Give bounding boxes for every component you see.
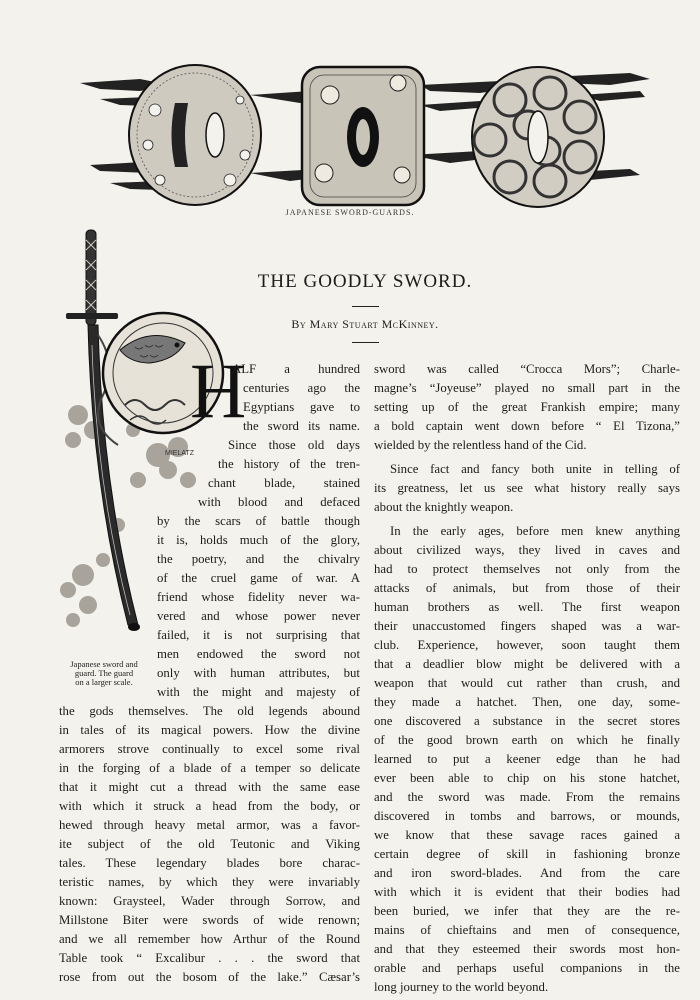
- text-line: with which it struck a head from the body, or: [59, 799, 360, 813]
- article-title: THE GOODLY SWORD.: [257, 271, 473, 292]
- sword-guards-illustration: [80, 55, 650, 215]
- text-line: they made a hatchet. Then, one day, some-: [374, 695, 680, 709]
- text-line: and we all remember how Arthur of the Round: [59, 932, 360, 946]
- text-line: Table took “ Excalibur . . . the sword that: [59, 951, 360, 965]
- text-line: been buried, we infer that they are the re-: [374, 904, 680, 918]
- text-line: In the early ages, before men knew anything: [390, 524, 680, 538]
- text-line: hewed through heavy metal armor, was a favor-: [59, 818, 360, 832]
- text-line: failed, it is not surprising that: [157, 628, 360, 642]
- illustration-caption: JAPANESE SWORD-GUARDS.: [285, 208, 415, 217]
- text-line: and iron sword-blades. And from the care: [374, 866, 680, 880]
- text-line: about civilized ways, they lived in caves and: [374, 543, 680, 557]
- text-line: club. Experience, however, soon taught them: [374, 638, 680, 652]
- text-line: with which it is evident that their bodies had: [374, 885, 680, 899]
- initial-letter: H: [190, 347, 247, 434]
- text-line: men endowed the sword not: [157, 647, 360, 661]
- text-line: human brothers as well. The first weapon: [374, 600, 680, 614]
- text-line: the history of the tren-: [218, 457, 360, 471]
- sword-caption: [55, 660, 153, 687]
- text-line: of the good brown earth on which he finally: [374, 733, 680, 747]
- text-line: wielded by the relentless hand of the Cid.: [374, 438, 587, 452]
- text-line: learned to put a keener edge than he had: [374, 752, 680, 766]
- text-line: the poetry, and the chivalry: [157, 552, 360, 566]
- text-line: rose from out the bosom of the lake.” Cæsar’s: [59, 970, 360, 984]
- text-line: it is, holds much of the glory,: [157, 533, 360, 547]
- text-line: weapon that would cut rather than crush, and: [374, 676, 680, 690]
- text-line: magne’s “Joyeuse” played no small part in the: [374, 381, 680, 395]
- artist-signature: MIELATZ: [165, 450, 195, 457]
- text-line: only with human attributes, but: [157, 666, 360, 680]
- text-line: and the sword was made. From the remains: [374, 790, 680, 804]
- text-line: centuries ago the: [243, 381, 360, 395]
- text-line: a bold captain went down before “ El Tizona,”: [374, 419, 680, 433]
- text-line: that a deadlier blow might be delivered with a: [374, 657, 680, 671]
- text-line: in the forging of a blade of a temper so delicate: [59, 761, 360, 775]
- text-line: its greatness, let us see what history really says: [374, 481, 680, 495]
- sword-caption-line: Japanese sword and: [70, 659, 138, 669]
- text-line: with the might and majesty of: [157, 685, 360, 699]
- text-line: orable and perhaps useful companions in the: [374, 961, 680, 975]
- text-line: ite subject of the old Teutonic and Viking: [59, 837, 360, 851]
- text-line: Millstone Biter were swords of wide renown;: [59, 913, 360, 927]
- text-line: setting up of the great Frankish empire; many: [374, 400, 680, 414]
- text-line: Since those old days: [228, 438, 360, 452]
- article-byline: By Mary Stuart McKinney.: [291, 317, 439, 331]
- text-line: tales. These legendary blades bore charac-: [59, 856, 360, 870]
- text-line: Since fact and fancy both unite in telling of: [390, 462, 680, 476]
- text-line: had to protect themselves not only from the: [374, 562, 680, 576]
- text-line: ever been able to chip on his stone hatchet,: [374, 771, 680, 785]
- title-rule: [352, 306, 379, 307]
- byline-rule: [352, 342, 379, 343]
- text-line: sword was called “Crocca Mors”; Charle-: [374, 362, 680, 376]
- text-line: long journey to the world beyond.: [374, 980, 549, 994]
- text-line: that it might cut a thread with the same ease: [59, 780, 360, 794]
- text-line: one discovered a substance in the secret stores: [374, 714, 680, 728]
- text-line: ALF a hundred: [232, 362, 360, 376]
- text-line: the gods themselves. The old legends abound: [59, 704, 360, 718]
- text-line: armorers strove continually to excel some rival: [59, 742, 360, 756]
- text-line: Egyptians gave to: [243, 400, 360, 414]
- text-line: the sword its name.: [243, 419, 360, 433]
- text-line: mains of chieftains and men of consequence,: [374, 923, 680, 937]
- text-line: of the cruel game of war. A: [157, 571, 360, 585]
- text-line: certain degree of skill in fashioning bronze: [374, 847, 680, 861]
- sword-caption-line: guard. The guard: [74, 668, 134, 678]
- text-line: with blood and defaced: [198, 495, 360, 509]
- text-line: friend whose fidelity never wa-: [157, 590, 360, 604]
- text-line: teristic names, by which they were invariably: [59, 875, 360, 889]
- text-line: discovered in tombs and barrows, or mounds,: [374, 809, 680, 823]
- text-line: in tales of its magical powers. How the divine: [59, 723, 360, 737]
- text-line: attacks of animals, but from those of their: [374, 581, 680, 595]
- text-line: known: Graysteel, Wader through Sorrow, and: [59, 894, 360, 908]
- sword-caption-line: on a larger scale.: [75, 677, 133, 687]
- text-line: their unaccustomed fingers shaped was a war-: [374, 619, 680, 633]
- text-line: about the knightly weapon.: [374, 500, 514, 514]
- text-line: by the scars of battle though: [157, 514, 360, 528]
- text-line: vered and whose power never: [157, 609, 360, 623]
- text-line: we know that these savage races gained a: [374, 828, 680, 842]
- text-line: chant blade, stained: [208, 476, 360, 490]
- text-line: and that they esteemed their swords most hon-: [374, 942, 680, 956]
